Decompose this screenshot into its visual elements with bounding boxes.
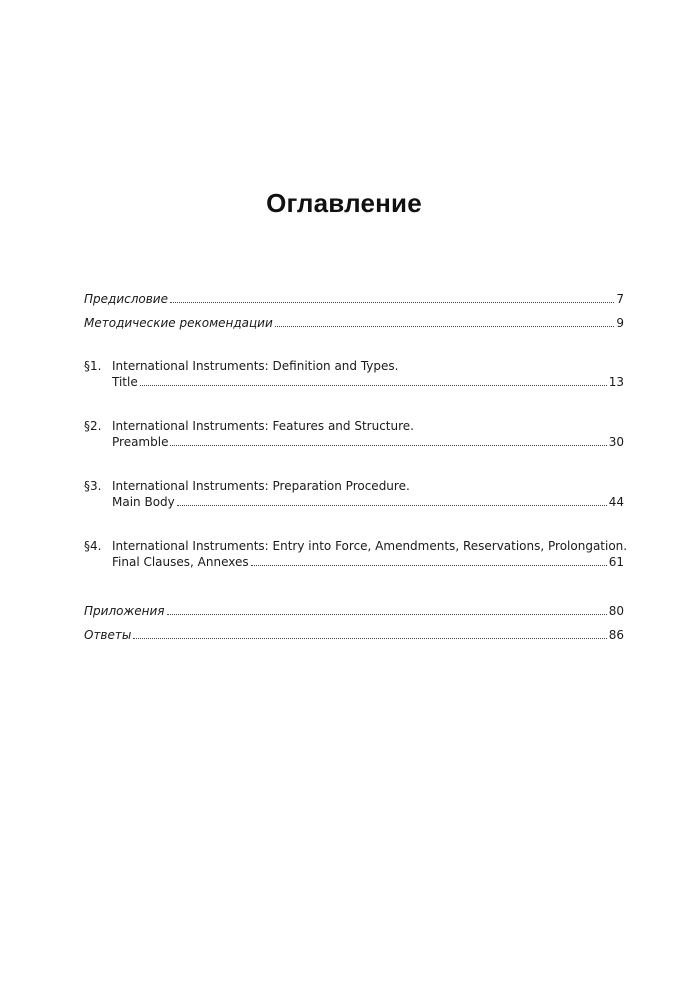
section-3-heading [84, 478, 624, 494]
toc-entry-label: Preamble [112, 435, 169, 449]
section-number: §3. [84, 479, 102, 493]
section-1-heading [84, 358, 624, 374]
toc-entry-method-recommendations[interactable] [84, 315, 624, 331]
toc-entry-section-3[interactable] [112, 494, 624, 510]
dot-leader [177, 504, 607, 506]
dot-leader [170, 444, 606, 446]
toc-page-number: 7 [616, 292, 624, 306]
section-heading-text: International Instruments: Entry into Force, Amendments, Reservations, Prolongation. [112, 539, 628, 553]
dot-leader [140, 384, 607, 386]
dot-leader [170, 301, 614, 303]
toc-page-number: 9 [616, 316, 624, 330]
toc-entry-section-2[interactable] [112, 434, 624, 450]
section-number: §4. [84, 539, 102, 553]
toc-page-number: 44 [608, 495, 624, 509]
toc-entry-preface[interactable] [84, 291, 624, 307]
dot-leader [133, 637, 606, 639]
toc-entry-label: Ответы [84, 628, 132, 642]
toc-entry-label: Main Body [112, 495, 175, 509]
toc-page-number: 86 [608, 628, 624, 642]
toc-entry-label: Title [112, 375, 138, 389]
toc-entry-answers[interactable] [84, 627, 624, 643]
toc-entry-label: Final Clauses, Annexes [112, 555, 249, 569]
toc-entry-label: Предисловие [84, 292, 168, 306]
toc-page-number: 30 [608, 435, 624, 449]
section-heading-text: International Instruments: Features and Structure. [112, 419, 414, 433]
toc-entry-appendices[interactable] [84, 603, 624, 619]
toc-entry-section-4[interactable] [112, 554, 624, 570]
dot-leader [167, 613, 607, 615]
dot-leader [251, 564, 607, 566]
section-heading-text: International Instruments: Preparation Procedure. [112, 479, 410, 493]
toc-entry-label: Методические рекомендации [84, 316, 273, 330]
section-2-heading [84, 418, 624, 434]
dot-leader [275, 325, 615, 327]
toc-entry-section-1[interactable] [112, 374, 624, 390]
page-title: Оглавление [266, 188, 422, 218]
toc-page-number: 13 [608, 375, 624, 389]
section-4-heading [84, 538, 628, 554]
toc-entry-label: Приложения [84, 604, 165, 618]
toc-page-number: 80 [608, 604, 624, 618]
section-heading-text: International Instruments: Definition and Types. [112, 359, 399, 373]
section-number: §1. [84, 359, 102, 373]
section-number: §2. [84, 419, 102, 433]
toc-page-number: 61 [608, 555, 624, 569]
